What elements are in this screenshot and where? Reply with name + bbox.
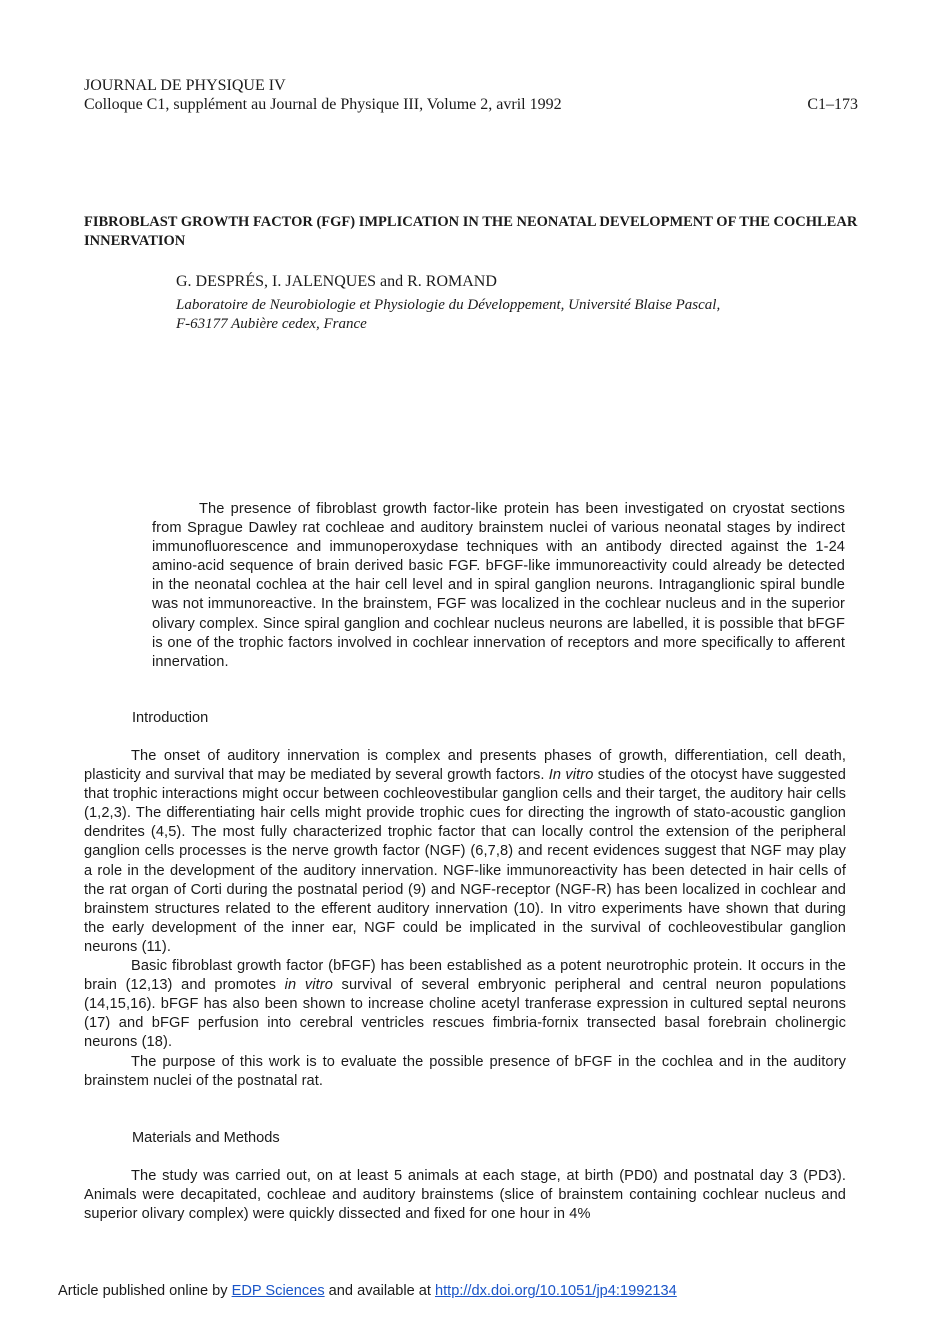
footer-middle: and available at <box>324 1283 435 1299</box>
intro-p2-italic: in vitro <box>284 977 333 994</box>
abstract <box>152 500 845 672</box>
methods-paragraph-1: The study was carried out, on at least 5 animals at each stage, at birth (PD0) and postnatal day 3 (PD3). Animals were decapitated, cochleae and auditory brainstems (slice of brainstem containing cochlear nucleus and superior olivary complex) were quickly dissected and fixed for one hour in 4% <box>84 1168 846 1223</box>
introduction-body <box>84 747 846 1091</box>
methods-body <box>84 1167 846 1224</box>
doi-link[interactable]: http://dx.doi.org/10.1051/jp4:1992134 <box>434 1283 677 1299</box>
intro-p2-text-a: Basic fibroblast growth factor (bFGF) has been established as a potent neurotrophic protein. It occurs in the brain (12,13) and promotes <box>84 958 846 994</box>
journal-name: JOURNAL DE PHYSIQUE IV <box>84 77 286 94</box>
footer-prefix: Article published online by <box>58 1283 232 1299</box>
publisher-link[interactable]: EDP Sciences <box>231 1283 325 1299</box>
intro-p1-text-a: The onset of auditory innervation is complex and presents phases of growth, differentiation, cell death, plasticity and survival that may be mediated by several growth factors. <box>84 748 846 784</box>
introduction-paragraph-2 <box>84 957 846 1052</box>
introduction-paragraph-3: The purpose of this work is to evaluate the possible presence of bFGF in the cochlea and in the auditory brainstem nuclei of the postnatal rat. <box>84 1053 846 1089</box>
intro-p1-italic: In vitro <box>548 767 594 784</box>
intro-p1-text-b: studies of the otocyst have suggested that trophic interactions might occur between cochleovestibular ganglion cells and their target, the auditory hair cells (1,2,3). The differentiating hair cells might provide trophic cues for directing the ingrowth of stato-acoustic ganglion dendrites (4,5). The most fully characterized trophic factor that can locally control the extension of the peripheral ganglion cells processes is the nerve growth factor (NGF) (6,7,8) and recent evidences suggest that NGF may play a role in the development of the auditory innervation. NGF-like immunoreactivity has been detected in hair cells of the rat organ of Corti during the postnatal period (9) and NGF-receptor (NGF-R) has been localized in cochlear and brainstem structures related to the efferent auditory innervation (10). In vitro experiments have shown that during the early development of the inner ear, NGF could be implicated in the survival of cochleovestibular ganglion neurons (11). <box>84 767 846 955</box>
methods-heading: Materials and Methods <box>132 1130 280 1146</box>
affiliation-line-1: Laboratoire de Neurobiologie et Physiologie du Développement, Université Blaise Pascal, <box>176 297 721 313</box>
authors: G. DESPRÉS, I. JALENQUES and R. ROMAND <box>176 273 497 290</box>
intro-p2-text-b: survival of several embryonic peripheral and central neuron populations (14,15,16). bFGF has also been shown to increase choline acetyl tranferase expression in cultured septal neurons (17) and bFGF perfusion into cerebral ventricles rescues fimbria-fornix transected basal forebrain cholinergic neurons (18). <box>84 977 846 1051</box>
affiliation-line-2: F-63177 Aubière cedex, France <box>176 316 367 332</box>
introduction-paragraph-1 <box>84 747 846 957</box>
page-number: C1–173 <box>807 96 858 113</box>
introduction-heading: Introduction <box>132 710 209 726</box>
colloque-line: Colloque C1, supplément au Journal de Physique III, Volume 2, avril 1992 <box>84 96 562 113</box>
article-title: FIBROBLAST GROWTH FACTOR (FGF) IMPLICATION IN THE NEONATAL DEVELOPMENT OF THE COCHLEAR INNERVATION <box>84 214 858 249</box>
footer-line <box>58 1283 677 1299</box>
abstract-text: The presence of fibroblast growth factor-like protein has been investigated on cryostat sections from Sprague Dawley rat cochleae and auditory brainstem nuclei of various neonatal stages by indirect immunofluorescence and immunoperoxydase techniques with an antibody directed against the 1-24 amino-acid sequence of brain derived basic FGF. bFGF-like immunoreactivity could already be detected in the neonatal cochlea at the hair cell level and in spiral ganglion neurons. Intraganglionic spiral bundle was not immunoreactive. In the brainstem, FGF was localized in the cochlear nucleus and in the superior olivary complex. Since spiral ganglion and cochlear nucleus neurons are labelled, it is possible that bFGF is one of the trophic factors involved in cochlear innervation of receptors and more specifically to afferent innervation. <box>152 501 845 670</box>
affiliation <box>176 296 816 334</box>
